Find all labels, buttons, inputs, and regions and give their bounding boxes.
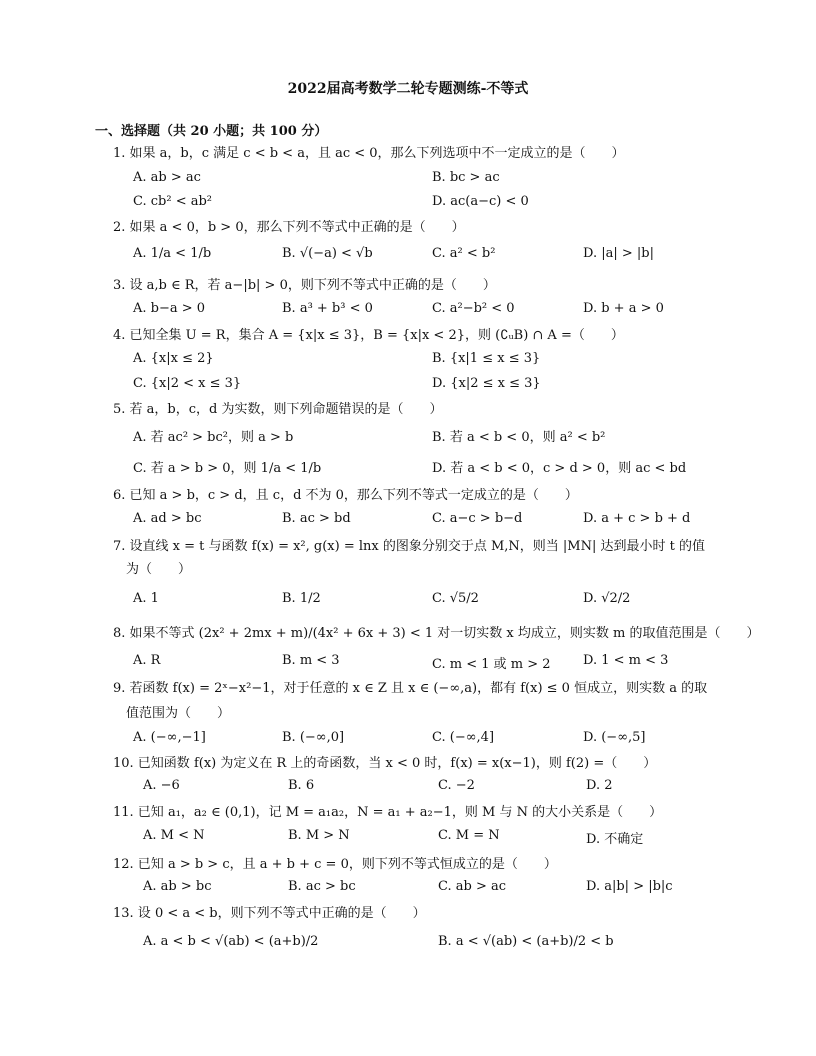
q6-option-c[interactable]: C. a−c > b−d bbox=[432, 511, 523, 526]
q9-option-d[interactable]: D. (−∞,5] bbox=[583, 730, 646, 745]
question-8: 8. 如果不等式 (2x² + 2mx + m)/(4x² + 6x + 3) < 1 对一切实数 x 均成立，则实数 m 的取值范围是（ ） bbox=[113, 626, 760, 641]
question-5: 5. 若 a，b，c，d 为实数，则下列命题错误的是（ ） bbox=[113, 402, 443, 417]
q6-option-b[interactable]: B. ac > bd bbox=[282, 511, 351, 526]
q7-option-b[interactable]: B. 1/2 bbox=[282, 591, 321, 606]
q1-option-b[interactable]: B. bc > ac bbox=[432, 170, 500, 185]
q11-option-c[interactable]: C. M = N bbox=[438, 828, 500, 843]
q1-option-a[interactable]: A. ab > ac bbox=[133, 170, 201, 185]
q9-option-c[interactable]: C. (−∞,4] bbox=[432, 730, 495, 745]
q8-option-c[interactable]: C. m < 1 或 m > 2 bbox=[432, 657, 551, 672]
q7-option-c[interactable]: C. √5/2 bbox=[432, 591, 479, 606]
section-heading: 一、选择题（共 20 小题；共 100 分） bbox=[95, 124, 328, 139]
q4-option-c[interactable]: C. {x|2 < x ≤ 3} bbox=[133, 376, 242, 391]
q8-option-a[interactable]: A. R bbox=[133, 653, 161, 668]
q7-option-d[interactable]: D. √2/2 bbox=[583, 591, 631, 606]
q3-option-b[interactable]: B. a³ + b³ < 0 bbox=[282, 301, 373, 316]
q12-option-d[interactable]: D. a|b| > |b|c bbox=[586, 879, 673, 894]
q6-option-d[interactable]: D. a + c > b + d bbox=[583, 511, 691, 526]
q3-option-a[interactable]: A. b−a > 0 bbox=[133, 301, 206, 316]
q5-option-c[interactable]: C. 若 a > b > 0，则 1/a < 1/b bbox=[133, 461, 322, 476]
q13-option-a[interactable]: A. a < b < √(ab) < (a+b)/2 bbox=[143, 934, 319, 949]
q1-option-d[interactable]: D. ac(a−c) < 0 bbox=[432, 194, 529, 209]
q10-option-d[interactable]: D. 2 bbox=[586, 778, 613, 793]
q10-option-b[interactable]: B. 6 bbox=[288, 778, 315, 793]
q4-option-d[interactable]: D. {x|2 ≤ x ≤ 3} bbox=[432, 376, 541, 391]
q6-option-a[interactable]: A. ad > bc bbox=[133, 511, 202, 526]
q9-option-b[interactable]: B. (−∞,0] bbox=[282, 730, 345, 745]
q2-option-b[interactable]: B. √(−a) < √b bbox=[282, 246, 373, 261]
q7-option-a[interactable]: A. 1 bbox=[133, 591, 159, 606]
document-title: 2022届高考数学二轮专题测练-不等式 bbox=[287, 81, 529, 97]
q5-option-a[interactable]: A. 若 ac² > bc²，则 a > b bbox=[133, 430, 294, 445]
question-7: 7. 设直线 x = t 与函数 f(x) = x², g(x) = lnx 的图象分别交于点 M,N，则当 |MN| 达到最小时 t 的值 bbox=[113, 539, 705, 554]
q12-option-c[interactable]: C. ab > ac bbox=[438, 879, 507, 894]
q2-option-c[interactable]: C. a² < b² bbox=[432, 246, 496, 261]
q9-option-a[interactable]: A. (−∞,−1] bbox=[133, 730, 206, 745]
q8-option-b[interactable]: B. m < 3 bbox=[282, 653, 340, 668]
q5-option-d[interactable]: D. 若 a < b < 0，c > d > 0，则 ac < bd bbox=[432, 461, 687, 476]
q12-option-b[interactable]: B. ac > bc bbox=[288, 879, 356, 894]
q11-option-d[interactable]: D. 不确定 bbox=[586, 832, 644, 847]
q11-option-b[interactable]: B. M > N bbox=[288, 828, 350, 843]
q4-option-a[interactable]: A. {x|x ≤ 2} bbox=[133, 351, 214, 366]
question-2: 2. 如果 a < 0，b > 0，那么下列不等式中正确的是（ ） bbox=[113, 220, 465, 235]
q1-option-c[interactable]: C. cb² < ab² bbox=[133, 194, 213, 209]
question-3: 3. 设 a,b ∈ R，若 a−|b| > 0，则下列不等式中正确的是（ ） bbox=[113, 278, 496, 293]
q5-option-b[interactable]: B. 若 a < b < 0，则 a² < b² bbox=[432, 430, 606, 445]
q10-option-a[interactable]: A. −6 bbox=[143, 778, 180, 793]
question-11: 11. 已知 a₁，a₂ ∈ (0,1)，记 M = a₁a₂，N = a₁ + a₂−1，则 M 与 N 的大小关系是（ ） bbox=[113, 805, 663, 820]
question-7-continued: 为（ ） bbox=[126, 562, 192, 577]
question-6: 6. 已知 a > b，c > d，且 c，d 不为 0，那么下列不等式一定成立的是（ ） bbox=[113, 488, 578, 503]
q3-option-d[interactable]: D. b + a > 0 bbox=[583, 301, 664, 316]
q12-option-a[interactable]: A. ab > bc bbox=[143, 879, 212, 894]
question-9: 9. 若函数 f(x) = 2ˣ−x²−1，对于任意的 x ∈ Z 且 x ∈ (−∞,a)，都有 f(x) ≤ 0 恒成立，则实数 a 的取 bbox=[113, 681, 708, 696]
q11-option-a[interactable]: A. M < N bbox=[143, 828, 205, 843]
q13-option-b[interactable]: B. a < √(ab) < (a+b)/2 < b bbox=[438, 934, 614, 949]
question-4: 4. 已知全集 U = R，集合 A = {x|x ≤ 3}，B = {x|x < 2}，则 (∁ᵤB) ∩ A =（ ） bbox=[113, 328, 624, 343]
q8-option-d[interactable]: D. 1 < m < 3 bbox=[583, 653, 669, 668]
question-1: 1. 如果 a，b，c 满足 c < b < a，且 ac < 0，那么下列选项中不一定成立的是（ ） bbox=[113, 146, 625, 161]
q2-option-a[interactable]: A. 1/a < 1/b bbox=[133, 246, 212, 261]
question-13: 13. 设 0 < a < b，则下列不等式中正确的是（ ） bbox=[113, 906, 426, 921]
question-12: 12. 已知 a > b > c，且 a + b + c = 0，则下列不等式恒成立的是（ ） bbox=[113, 857, 557, 872]
question-9-continued: 值范围为（ ） bbox=[126, 706, 231, 721]
q3-option-c[interactable]: C. a²−b² < 0 bbox=[432, 301, 515, 316]
question-10: 10. 已知函数 f(x) 为定义在 R 上的奇函数，当 x < 0 时，f(x) = x(x−1)，则 f(2) =（ ） bbox=[113, 756, 657, 771]
q10-option-c[interactable]: C. −2 bbox=[438, 778, 475, 793]
q4-option-b[interactable]: B. {x|1 ≤ x ≤ 3} bbox=[432, 351, 541, 366]
q2-option-d[interactable]: D. |a| > |b| bbox=[583, 246, 654, 261]
